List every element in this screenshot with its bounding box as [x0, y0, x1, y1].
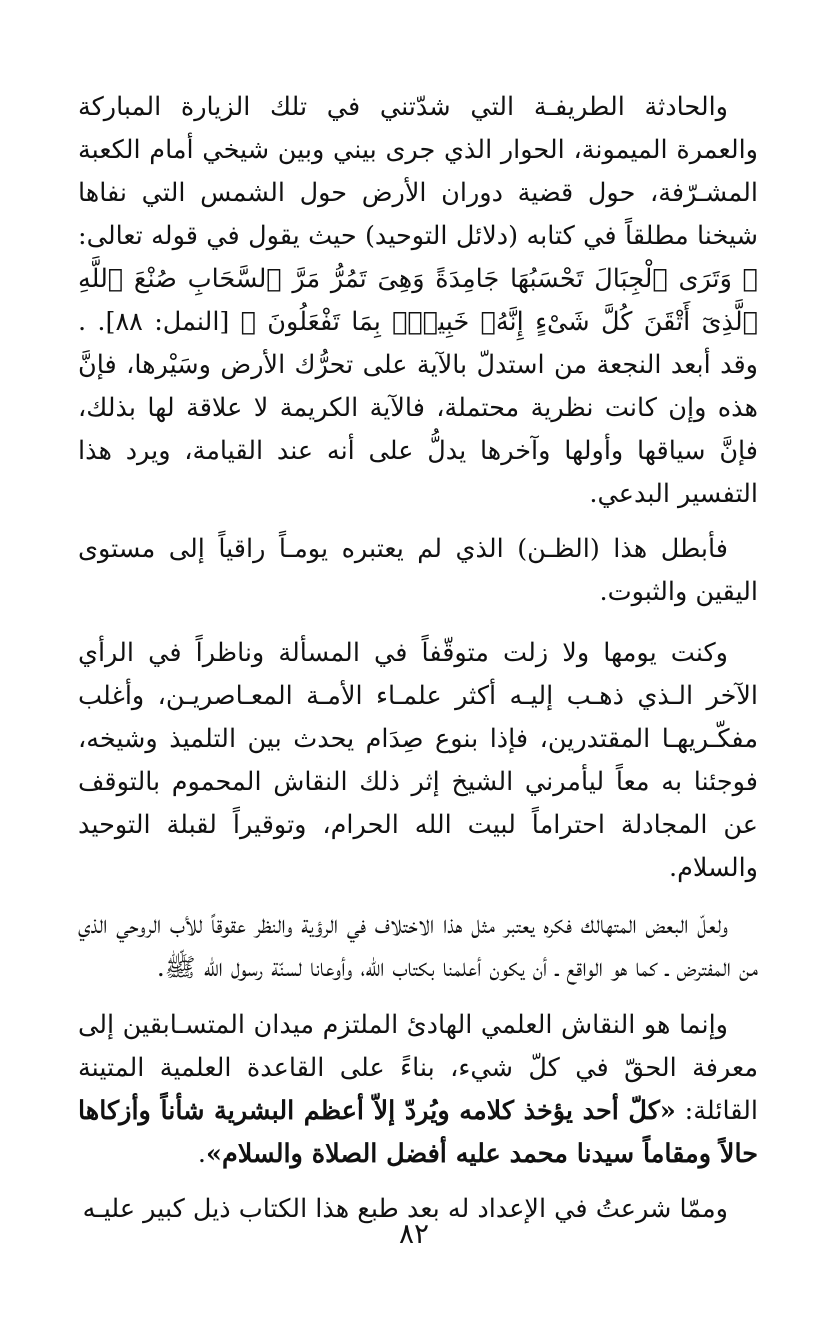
paragraph-2: [78, 528, 758, 614]
page-number: ٨٢: [398, 1217, 430, 1250]
page-body: [78, 86, 758, 1244]
paragraph-3-text: وكنت يومها ولا زلت متوقّفاً في المسألة وناظراً في الرأي الآخر الـذي ذهـب إليـه أكثر علمـاء الأمـة المعـاصريـن، وأغلب مفكّـريهـا المقتدرين، فإذا بنوع صِدَام يحدث بين التلميذ وشيخه، فوجئنا به معاً ليأمرني الشيخ إثر ذلك النقاش المحموم بالتوقف عن المجادلة احتراماً لبيت الله الحرام، وتوقيراً لقبلة التوحيد والسلام.: [78, 638, 758, 883]
paragraph-4: [78, 904, 758, 990]
paragraph-5-text-a: وإنما هو النقاش العلمي الهادئ الملتزم ميدان المتسـابقين إلى معرفة الحقّ في كلّ شيء، بناءً على القاعدة العلمية المتينة القائلة:: [78, 1010, 758, 1126]
paragraph-1: [78, 86, 758, 516]
quran-verse: ﴿ وَتَرَى ٱلْجِبَالَ تَحْسَبُهَا جَامِدَةً وَهِىَ تَمُرُّ مَرَّ ٱلسَّحَابِ صُنْعَ ٱللَّهِ ٱلَّذِىٓ أَتْقَنَ كُلَّ شَىْءٍ إِنَّهُۥ خَبِيرٌۢ بِمَا تَفْعَلُونَ ﴾: [78, 264, 758, 337]
paragraph-1-text-a: والحادثة الطريفـة التي شدّتني في تلك الزيارة المباركة والعمرة الميمونة، الحوار الذي جرى بيني وبين شيخي أمام الكعبة المشـرّفة، حول قضية دوران الأرض حول الشمس التي نفاها شيخنا مطلقاً في كتابه (دلائل التوحيد) حيث يقول في قوله تعالى:: [78, 92, 758, 251]
bold-quote: «كلّ أحد يؤخذ كلامه ويُردّ إلاّ أعظم البشرية شأناً وأزكاها حالاً ومقاماً سيدنا محمد عليه أفضل الصلاة والسلام»: [78, 1096, 758, 1169]
paragraph-4-text: ولعلّ البعض المتهالك فكره يعتبر مثل هذا الاختلاف في الرؤية والنظر عقوقاً للأب الروحي الذي من المفترض ـ كما هو الواقع ـ أن يكون أعلمنا بكتاب الله، وأوعانا لسنّة رسول الله ﷺ.: [78, 910, 758, 983]
paragraph-5: [78, 1004, 758, 1176]
paragraph-1-text-b: [النمل: ٨٨]. . وقد أبعد النجعة من استدلّ بالآية على تحرُّك الأرض وسَيْرها، فإنَّ هذه وإن كانت نظرية محتملة، فالآية الكريمة لا علاقة لها بذلك، فإنَّ سياقها وأولها وآخرها يدلُّ على أنه عند القيامة، ويرد هذا التفسير البدعي.: [78, 307, 759, 509]
paragraph-2-text: فأبطل هذا (الظـن) الذي لم يعتبره يومـاً راقياً إلى مستوى اليقين والثبوت.: [78, 534, 758, 607]
paragraph-6-text: وممّا شرعتُ في الإعداد له بعد طبع هذا الكتاب ذيل كبير عليـه: [82, 1194, 728, 1224]
paragraph-5-text-b: .: [197, 1139, 207, 1169]
paragraph-3: [78, 632, 758, 890]
